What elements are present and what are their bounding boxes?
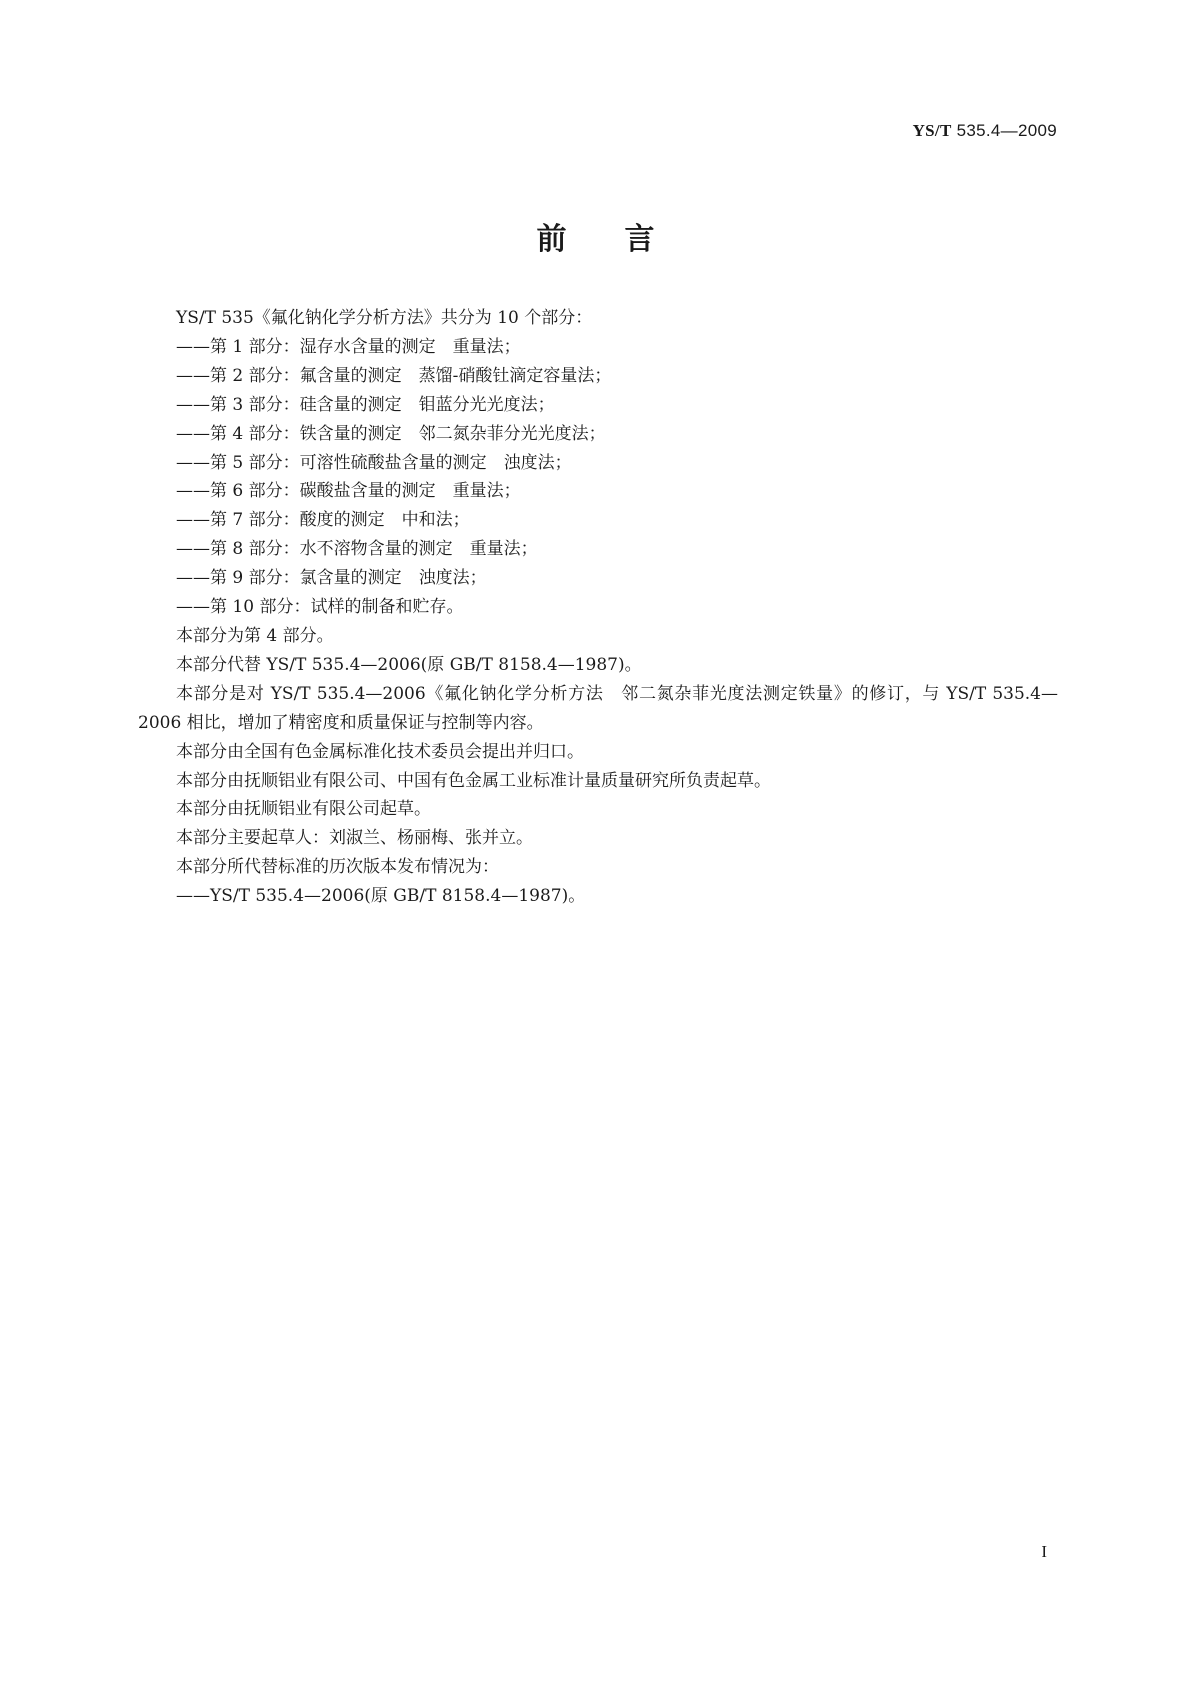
standard-code-prefix: YS/T — [912, 121, 952, 140]
paragraph-part-statement: 本部分为第 4 部分。 — [176, 625, 334, 646]
paragraph-history-intro: 本部分所代替标准的历次版本发布情况为： — [176, 857, 499, 878]
list-item-part-7: ——第 7 部分：酸度的测定 中和法； — [176, 510, 470, 531]
list-item-part-6: ——第 6 部分：碳酸盐含量的测定 重量法； — [176, 481, 521, 502]
paragraph-revision: 本部分是对 YS/T 535.4—2006《氟化钠化学分析方法 邻二氮杂菲光度法测定铁量》的修订，与 YS/T 535.4—2006 相比，增加了精密度和质量保证与控制等内容。 — [138, 683, 1058, 733]
standard-code-number: 535.4—2009 — [956, 121, 1057, 140]
list-item-part-10: ——第 10 部分：试样的制备和贮存。 — [176, 597, 464, 618]
list-item-part-2: ——第 2 部分：氟含量的测定 蒸馏-硝酸钍滴定容量法； — [176, 365, 612, 386]
list-item-part-8: ——第 8 部分：水不溶物含量的测定 重量法； — [176, 539, 538, 560]
page-title: 前言 — [536, 222, 713, 257]
page-number: I — [1041, 1542, 1047, 1561]
paragraph-intro: YS/T 535《氟化钠化学分析方法》共分为 10 个部分： — [176, 308, 593, 328]
list-item-part-5: ——第 5 部分：可溶性硫酸盐含量的测定 浊度法； — [176, 452, 572, 473]
list-item-part-3: ——第 3 部分：硅含量的测定 钼蓝分光光度法； — [176, 394, 555, 415]
list-item-history: ——YS/T 535.4—2006(原 GB/T 8158.4—1987)。 — [176, 886, 586, 907]
standard-code — [913, 121, 1057, 141]
paragraph-proposer: 本部分由全国有色金属标准化技术委员会提出并归口。 — [176, 741, 584, 762]
paragraph-main-drafters: 本部分主要起草人：刘淑兰、杨丽梅、张并立。 — [176, 828, 533, 849]
preface-body — [138, 304, 1058, 911]
paragraph-drafting-unit: 本部分由抚顺铝业有限公司起草。 — [176, 799, 431, 820]
list-item-part-9: ——第 9 部分：氯含量的测定 浊度法； — [176, 568, 487, 589]
list-item-part-1: ——第 1 部分：湿存水含量的测定 重量法； — [176, 336, 521, 357]
paragraph-responsible-drafter: 本部分由抚顺铝业有限公司、中国有色金属工业标准计量质量研究所负责起草。 — [176, 770, 771, 791]
paragraph-replaces: 本部分代替 YS/T 535.4—2006(原 GB/T 8158.4—1987)。 — [176, 654, 642, 675]
list-item-part-4: ——第 4 部分：铁含量的测定 邻二氮杂菲分光光度法； — [176, 423, 606, 444]
